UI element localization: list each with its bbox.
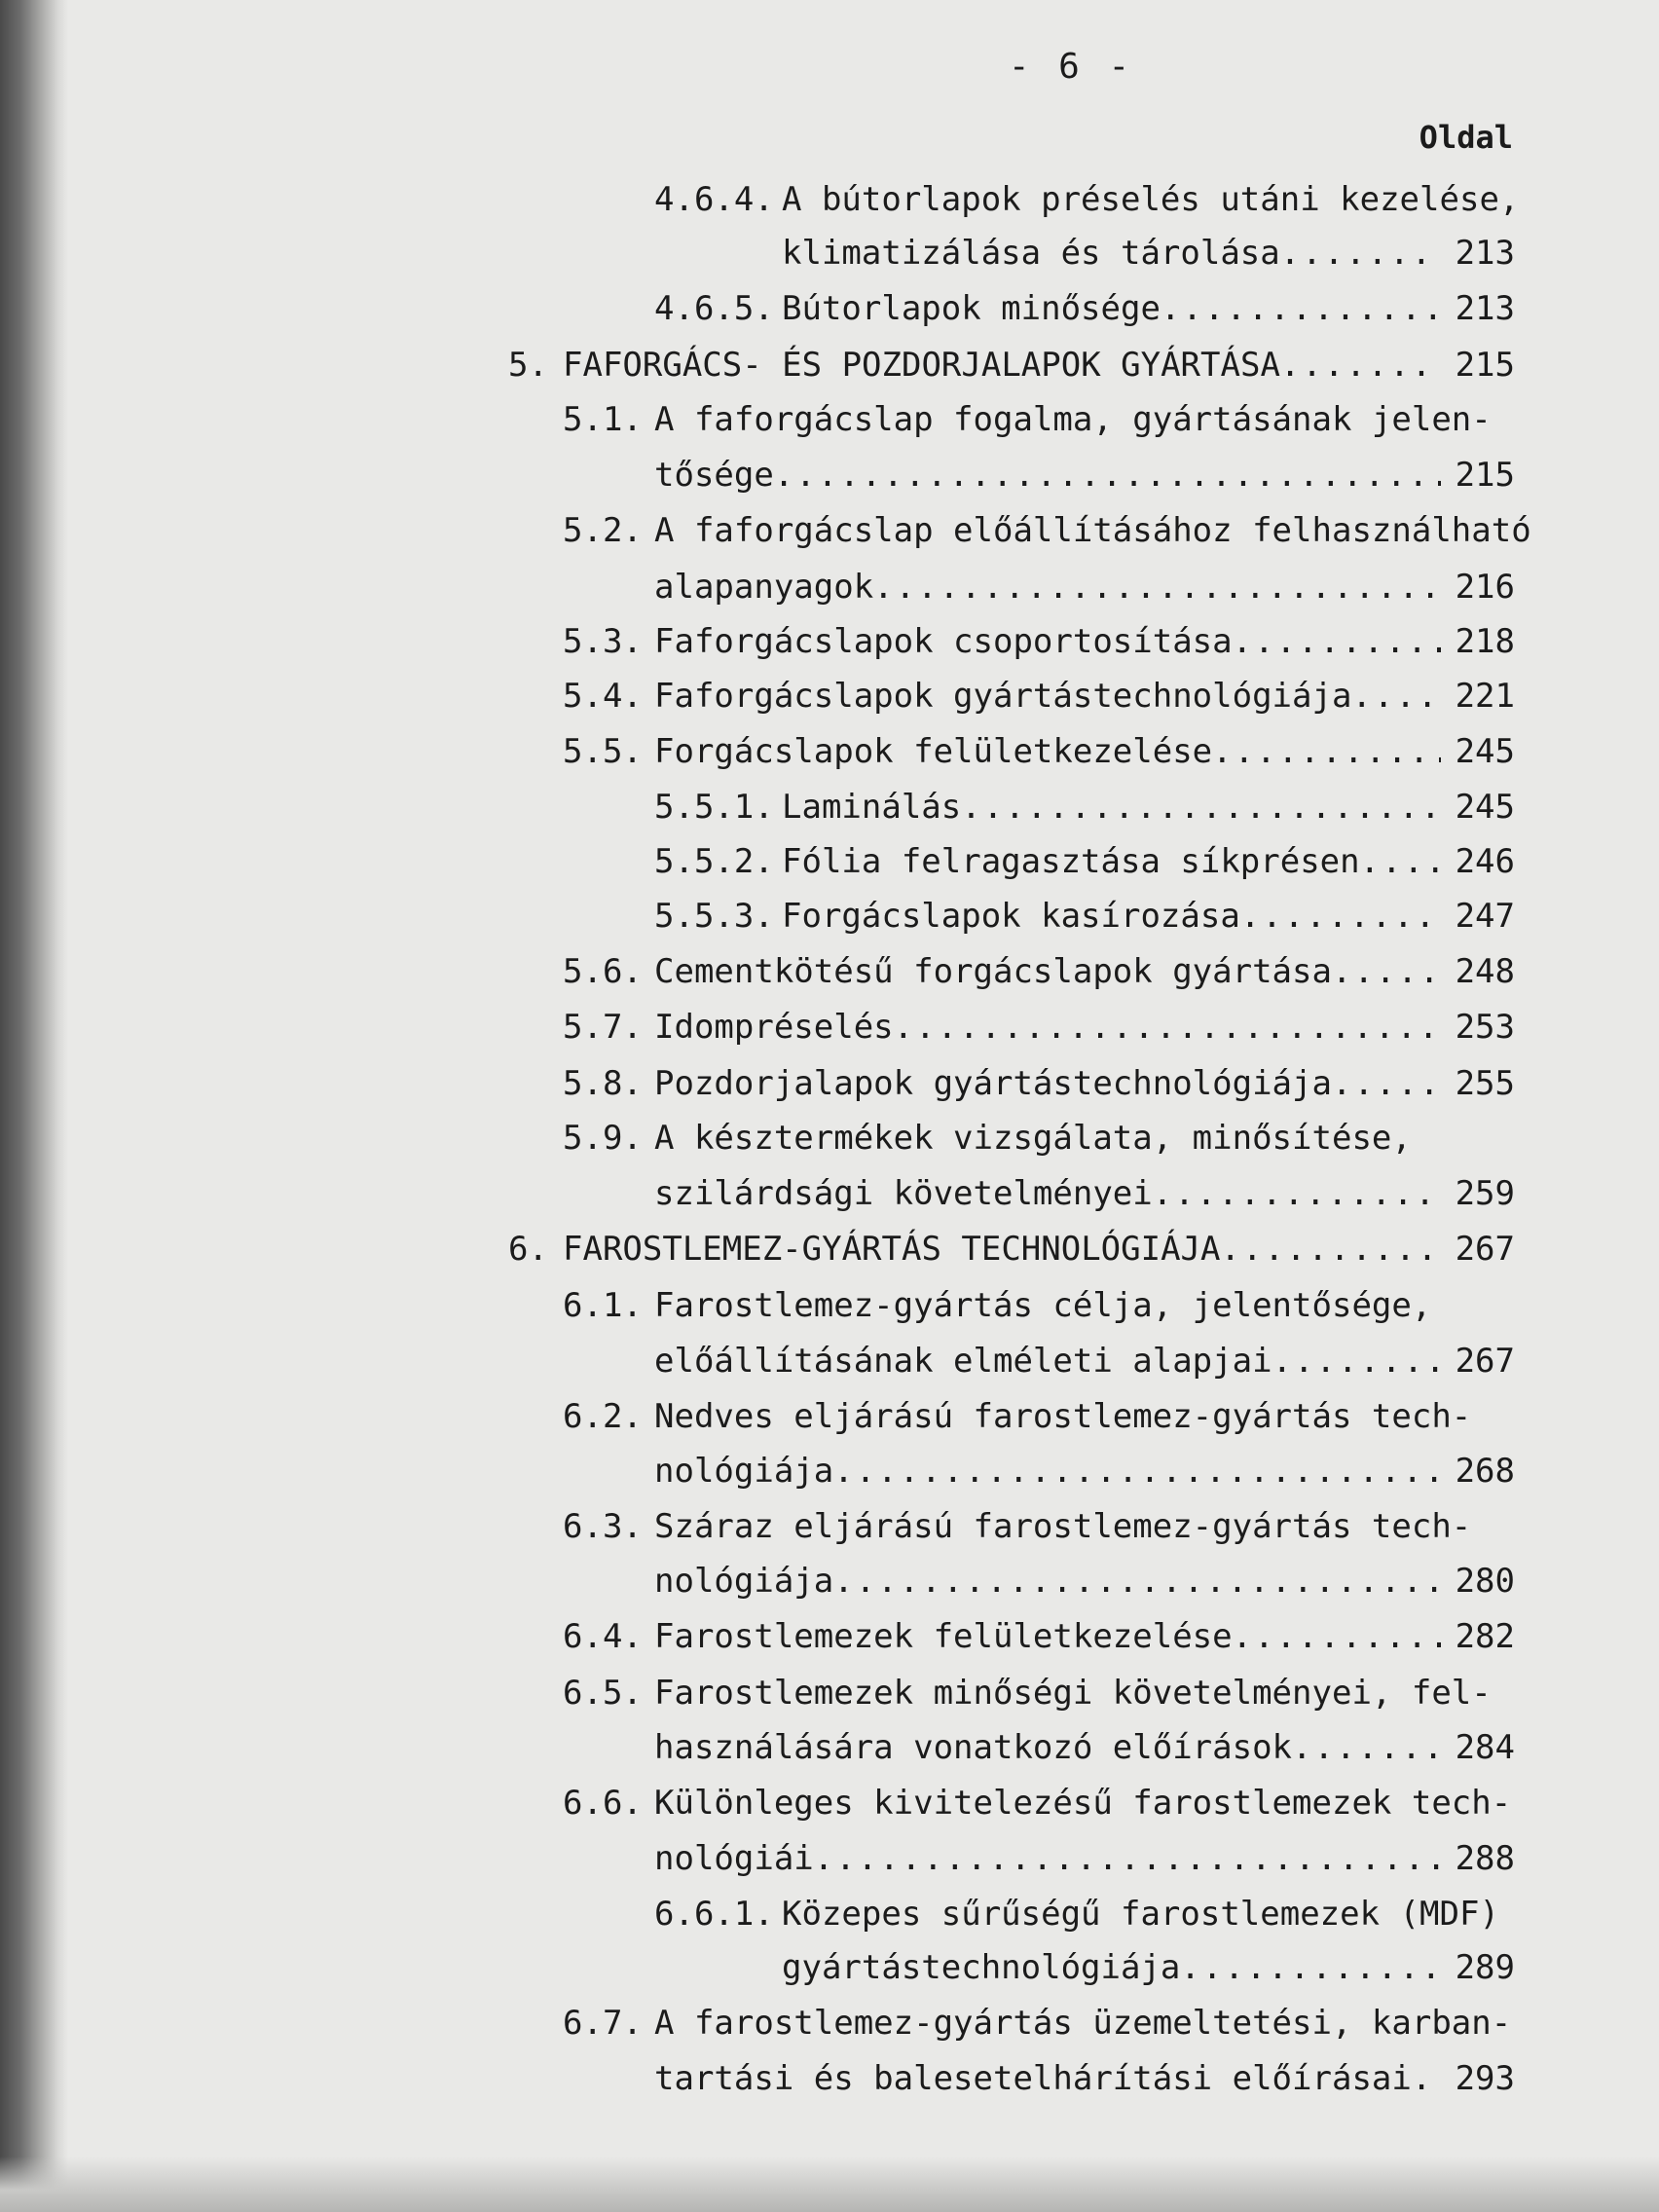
toc-entry-title: Cementkötésű forgácslapok gyártása bbox=[654, 952, 1332, 991]
toc-leader-dots bbox=[1272, 1339, 1441, 1383]
toc-entry bbox=[782, 1945, 1515, 1990]
toc-entry-title: klimatizálása és tárolása bbox=[782, 234, 1280, 273]
toc-entry-title: Laminálás bbox=[782, 788, 962, 827]
toc-leader-dots bbox=[833, 1449, 1441, 1493]
toc-leader-dots bbox=[1233, 619, 1441, 664]
toc-entry bbox=[654, 839, 1515, 884]
toc-entry-page: 246 bbox=[1455, 842, 1515, 881]
toc-entry bbox=[563, 1283, 1431, 1328]
toc-entry-title: nológiája bbox=[654, 1562, 834, 1601]
page-binding-shadow bbox=[0, 0, 68, 2212]
toc-entry bbox=[563, 619, 1515, 664]
toc-entry-page: 255 bbox=[1455, 1064, 1515, 1103]
toc-entry bbox=[563, 1005, 1515, 1050]
toc-entry-number: 5.5.2. bbox=[654, 842, 774, 881]
toc-entry-number: 6.1. bbox=[563, 1286, 643, 1325]
toc-entry-page: 259 bbox=[1455, 1174, 1515, 1213]
toc-entry bbox=[563, 508, 1531, 553]
toc-entry-page: 221 bbox=[1455, 677, 1515, 716]
toc-entry-title: Fólia felragasztása síkprésen bbox=[782, 842, 1360, 881]
toc-entry bbox=[654, 286, 1515, 331]
toc-entry-page: 247 bbox=[1455, 897, 1515, 936]
toc-entry bbox=[654, 1725, 1515, 1770]
toc-entry bbox=[563, 1614, 1515, 1659]
toc-entry bbox=[563, 1504, 1471, 1549]
toc-entry bbox=[654, 1171, 1515, 1216]
toc-entry bbox=[563, 1671, 1492, 1715]
toc-entry-number: 4.6.5. bbox=[654, 289, 774, 328]
toc-entry-page: 215 bbox=[1455, 346, 1515, 385]
toc-entry-number: 6.4. bbox=[563, 1617, 643, 1656]
toc-entry-title: használására vonatkozó előírások bbox=[654, 1728, 1293, 1767]
toc-entry-number: 5.3. bbox=[563, 622, 643, 661]
toc-entry-page: 213 bbox=[1455, 289, 1515, 328]
toc-entry-page: 267 bbox=[1455, 1230, 1515, 1269]
toc-entry-number: 5. bbox=[508, 346, 548, 385]
toc-entry-number: 5.4. bbox=[563, 677, 643, 716]
toc-entry-number: 5.5.3. bbox=[654, 897, 774, 936]
toc-entry bbox=[654, 453, 1515, 498]
toc-leader-dots bbox=[1292, 1725, 1441, 1770]
toc-entry-title: FAFORGÁCS- ÉS POZDORJALAPOK GYÁRTÁSA bbox=[563, 346, 1280, 385]
toc-entry-number: 6.2. bbox=[563, 1397, 643, 1436]
toc-entry-title: A faforgácslap előállításához felhasználható bbox=[654, 511, 1531, 550]
toc-entry bbox=[654, 1892, 1499, 1936]
toc-leader-dots bbox=[1332, 949, 1441, 994]
toc-entry-page: 280 bbox=[1455, 1562, 1515, 1601]
toc-entry-title: Forgácslapok kasírozása bbox=[782, 897, 1240, 936]
toc-entry-title: szilárdsági követelményei bbox=[654, 1174, 1153, 1213]
toc-entry-title: A farostlemez-gyártás üzemeltetési, karban- bbox=[654, 2004, 1512, 2043]
toc-entry-number: 5.2. bbox=[563, 511, 643, 550]
toc-entry-title: Különleges kivitelezésű farostlemezek tech- bbox=[654, 1784, 1512, 1823]
toc-entry-page: 288 bbox=[1455, 1839, 1515, 1878]
toc-entry-title: Nedves eljárású farostlemez-gyártás tech- bbox=[654, 1397, 1472, 1436]
toc-entry bbox=[654, 177, 1519, 222]
page-column-header: Oldal bbox=[1419, 119, 1513, 156]
page-bottom-edge bbox=[0, 2157, 1659, 2212]
toc-leader-dots bbox=[1212, 729, 1441, 774]
toc-entry-number: 5.8. bbox=[563, 1064, 643, 1103]
toc-leader-dots bbox=[1360, 839, 1441, 884]
toc-entry-title: nológiája bbox=[654, 1452, 834, 1491]
toc-entry-title: Farostlemezek felületkezelése bbox=[654, 1617, 1233, 1656]
toc-leader-dots bbox=[961, 785, 1441, 830]
toc-entry-page: 245 bbox=[1455, 732, 1515, 771]
toc-entry bbox=[508, 1227, 1515, 1272]
toc-entry bbox=[654, 1449, 1515, 1493]
toc-entry-title: A késztermékek vizsgálata, minősítése, bbox=[654, 1119, 1412, 1158]
toc-entry-title: nológiái bbox=[654, 1839, 814, 1878]
toc-entry-title: FAROSTLEMEZ-GYÁRTÁS TECHNOLÓGIÁJA bbox=[563, 1230, 1221, 1269]
toc-entry-title: A bútorlapok préselés utáni kezelése, bbox=[782, 180, 1520, 219]
toc-entry-number: 4.6.4. bbox=[654, 180, 774, 219]
toc-leader-dots bbox=[1180, 1945, 1441, 1990]
toc-entry-number: 5.6. bbox=[563, 952, 643, 991]
toc-entry-page: 267 bbox=[1455, 1342, 1515, 1381]
toc-leader-dots bbox=[1233, 1614, 1441, 1659]
toc-leader-dots bbox=[1280, 231, 1441, 276]
toc-entry bbox=[654, 785, 1515, 830]
toc-entry-number: 6.7. bbox=[563, 2004, 643, 2043]
toc-entry-title: előállításának elméleti alapjai bbox=[654, 1342, 1272, 1381]
toc-entry bbox=[654, 1836, 1515, 1881]
toc-entry bbox=[563, 1781, 1511, 1825]
toc-entry-number: 6.6.1. bbox=[654, 1895, 774, 1934]
toc-entry-title: Száraz eljárású farostlemez-gyártás tech- bbox=[654, 1507, 1472, 1546]
toc-entry bbox=[654, 565, 1515, 609]
toc-entry-page: 245 bbox=[1455, 788, 1515, 827]
toc-entry-title: Faforgácslapok gyártástechnológiája bbox=[654, 677, 1352, 716]
toc-entry bbox=[563, 1394, 1471, 1439]
toc-leader-dots bbox=[1351, 674, 1441, 719]
toc-entry bbox=[563, 1116, 1412, 1161]
toc-leader-dots bbox=[1153, 1171, 1441, 1216]
toc-entry-title: Faforgácslapok csoportosítása bbox=[654, 622, 1233, 661]
page-number: - 6 - bbox=[1008, 47, 1134, 87]
toc-leader-dots bbox=[833, 1559, 1441, 1604]
toc-entry bbox=[563, 2001, 1511, 2046]
toc-leader-dots bbox=[1221, 1227, 1441, 1272]
toc-entry-number: 5.9. bbox=[563, 1119, 643, 1158]
toc-entry-number: 5.5. bbox=[563, 732, 643, 771]
toc-entry bbox=[563, 674, 1515, 719]
toc-leader-dots bbox=[814, 1836, 1441, 1881]
toc-entry bbox=[508, 343, 1515, 387]
toc-entry-title: gyártástechnológiája bbox=[782, 1948, 1181, 1987]
toc-entry bbox=[654, 2056, 1515, 2101]
toc-entry-number: 5.7. bbox=[563, 1008, 643, 1047]
toc-leader-dots bbox=[1240, 894, 1441, 939]
toc-entry-title: Közepes sűrűségű farostlemezek (MDF) bbox=[782, 1895, 1499, 1934]
toc-entry-title: alapanyagok bbox=[654, 568, 874, 607]
toc-entry-title: Forgácslapok felületkezelése bbox=[654, 732, 1213, 771]
toc-entry bbox=[563, 397, 1492, 442]
toc-entry-title: Bútorlapok minősége bbox=[782, 289, 1161, 328]
toc-entry-page: 216 bbox=[1455, 568, 1515, 607]
toc-entry bbox=[563, 1061, 1515, 1106]
toc-entry-page: 289 bbox=[1455, 1948, 1515, 1987]
toc-entry-number: 6.5. bbox=[563, 1674, 643, 1713]
toc-entry bbox=[654, 894, 1515, 939]
toc-entry-title: Farostlemez-gyártás célja, jelentősége, bbox=[654, 1286, 1432, 1325]
toc-entry-page: 213 bbox=[1455, 234, 1515, 273]
toc-entry bbox=[654, 1559, 1515, 1604]
toc-entry-number: 6. bbox=[508, 1230, 548, 1269]
toc-entry bbox=[782, 231, 1515, 276]
toc-leader-dots bbox=[1412, 2056, 1441, 2101]
toc-entry-page: 248 bbox=[1455, 952, 1515, 991]
toc-leader-dots bbox=[873, 565, 1441, 609]
toc-leader-dots bbox=[774, 453, 1441, 498]
toc-entry-title: tősége bbox=[654, 456, 774, 495]
toc-leader-dots bbox=[894, 1005, 1441, 1050]
toc-entry-page: 268 bbox=[1455, 1452, 1515, 1491]
toc-leader-dots bbox=[1161, 286, 1441, 331]
toc-entry-page: 282 bbox=[1455, 1617, 1515, 1656]
toc-entry-page: 293 bbox=[1455, 2059, 1515, 2098]
toc-entry-number: 5.5.1. bbox=[654, 788, 774, 827]
toc-entry-page: 284 bbox=[1455, 1728, 1515, 1767]
toc-entry-number: 6.6. bbox=[563, 1784, 643, 1823]
toc-leader-dots bbox=[1332, 1061, 1441, 1106]
toc-entry bbox=[563, 729, 1515, 774]
toc-entry-page: 215 bbox=[1455, 456, 1515, 495]
toc-entry-title: Idompréselés bbox=[654, 1008, 894, 1047]
toc-entry-page: 218 bbox=[1455, 622, 1515, 661]
toc-leader-dots bbox=[1280, 343, 1441, 387]
toc-entry-title: Farostlemezek minőségi követelményei, fel- bbox=[654, 1674, 1492, 1713]
toc-entry bbox=[563, 949, 1515, 994]
toc-entry bbox=[654, 1339, 1515, 1383]
toc-entry-title: A faforgácslap fogalma, gyártásának jelen- bbox=[654, 400, 1492, 439]
toc-entry-title: tartási és balesetelhárítási előírásai bbox=[654, 2059, 1412, 2098]
toc-entry-page: 253 bbox=[1455, 1008, 1515, 1047]
toc-entry-number: 6.3. bbox=[563, 1507, 643, 1546]
toc-entry-number: 5.1. bbox=[563, 400, 643, 439]
toc-entry-title: Pozdorjalapok gyártástechnológiája bbox=[654, 1064, 1332, 1103]
